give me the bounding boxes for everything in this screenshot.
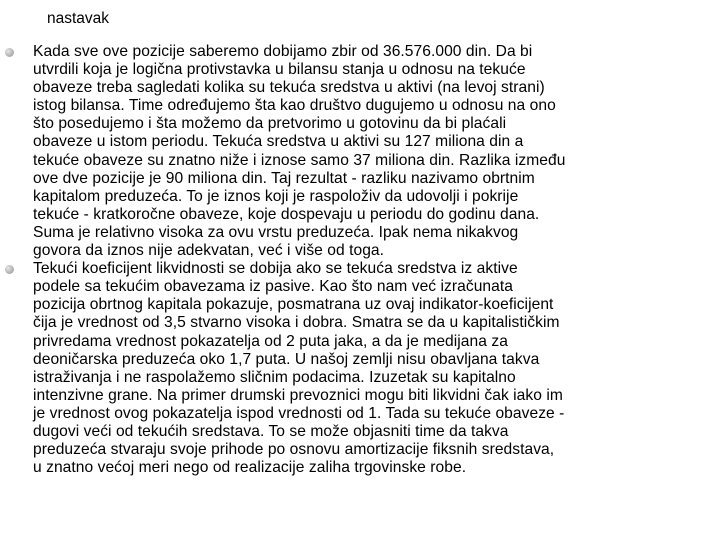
text-line: deoničarska preduzeća oko 1,7 puta. U našoj zemlji nisu obavljana takva: [33, 350, 540, 368]
text-line: kapitalom preduzeća. To je iznos koji je raspoloživ da udovolji i pokrije: [33, 187, 519, 205]
bullet-list: [0, 43, 720, 477]
bullet-dot-icon: [5, 48, 14, 57]
bullet-item-working-capital: [0, 43, 720, 260]
text-line: u znatno većoj meri nego od realizacije zaliha trgovinske robe.: [33, 459, 467, 477]
text-line: govora da iznos nije adekvatan, već i više od toga.: [33, 242, 385, 260]
text-line: podele sa tekućim obavezama iz pasive. Kao što nam već izračunata: [33, 278, 513, 296]
text-line: istog bilansa. Time određujemo šta kao društvo dugujemo u odnosu na ono: [33, 97, 556, 115]
text-line: preduzeća stvaraju svoje prihode po osnovu amortizacije fiksnih sredstava,: [33, 441, 555, 459]
slide-title: nastavak: [47, 10, 110, 27]
text-line: tekuće obaveze su znatno niže i iznose samo 37 miliona din. Razlika između: [33, 151, 566, 169]
text-line: dugovi veći od tekućih sredstava. To se može objasniti time da takva: [33, 422, 509, 440]
bullet-dot-icon: [5, 265, 14, 274]
bullet-item-liquidity-ratio: [0, 260, 720, 477]
text-line: obaveze treba sagledati kolika su tekuća sredstva u aktivi (na levoj strani): [33, 79, 545, 97]
text-line: ove dve pozicije je 90 miliona din. Taj rezultat - razliku nazivamo obrtnim: [33, 169, 535, 187]
text-line: utvrdili koja je logična protivstavka u bilansu stanja u odnosu na tekuće: [33, 61, 526, 79]
text-line: Suma je relativno visoka za ovu vrstu preduzeća. Ipak nema nikakvog: [33, 223, 519, 241]
text-line: što posedujemo i šta možemo da pretvorimo u gotovinu da bi plaćali: [33, 115, 507, 133]
text-line: istraživanja i ne raspolažemo sličnim podacima. Izuzetak su kapitalno: [33, 368, 516, 386]
text-line: Tekući koeficijent likvidnosti se dobija ako se tekuća sredstva iz aktive: [33, 260, 518, 278]
text-line: čija je vrednost od 3,5 stvarno visoka i dobra. Smatra se da u kapitalističkim: [33, 314, 560, 332]
text-line: intenzivne grane. Na primer drumski prevoznici mogu biti likvidni čak iako im: [33, 386, 563, 404]
text-line: Kada sve ove pozicije saberemo dobijamo zbir od 36.576.000 din. Da bi: [33, 43, 533, 60]
text-line: privredama vrednost pokazatelja od 2 puta jaka, a da je medijana za: [33, 332, 508, 350]
text-line: pozicija obrtnog kapitala pokazuje, posmatrana uz ovaj indikator-koeficijent: [33, 296, 554, 314]
bullet-text: [33, 43, 720, 260]
text-line: je vrednost ovog pokazatelja ispod vrednosti od 1. Tada su tekuće obaveze -: [33, 404, 565, 422]
text-line: obaveze u istom periodu. Tekuća sredstva u aktivi su 127 miliona din a: [33, 133, 524, 151]
text-line: tekuće - kratkoročne obaveze, koje dospevaju u periodu do godinu dana.: [33, 205, 540, 223]
bullet-text: [33, 260, 720, 477]
